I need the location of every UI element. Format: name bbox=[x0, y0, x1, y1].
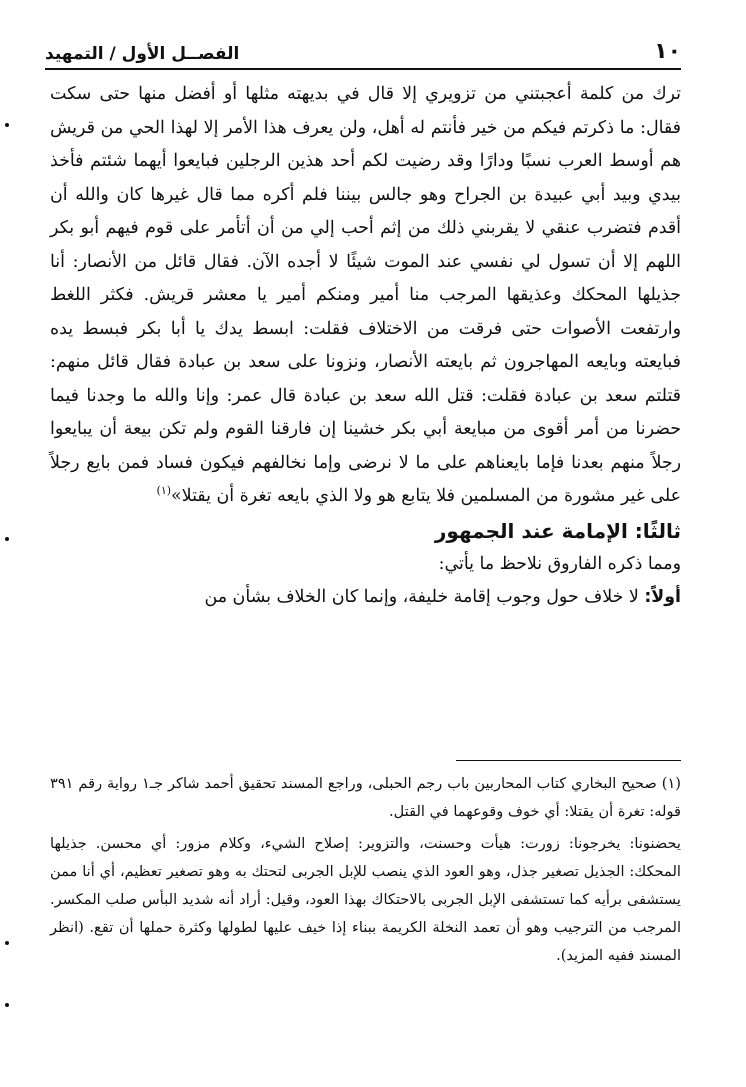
point-first-lead: أولاً: bbox=[644, 587, 681, 607]
footnote-reference[interactable]: (١) bbox=[156, 484, 172, 498]
section-heading: ثالثًا: الإمامة عند الجمهور bbox=[434, 518, 681, 543]
footnotes bbox=[50, 770, 681, 970]
margin-mark bbox=[5, 1003, 9, 1007]
running-title: الفصــل الأول / التمهيد bbox=[45, 44, 240, 64]
page-header bbox=[45, 28, 681, 70]
point-first-text: لا خلاف حول وجوب إقامة خليفة، وإنما كان الخلاف بشأن من bbox=[204, 587, 645, 607]
margin-mark bbox=[5, 941, 9, 945]
margin-mark bbox=[5, 537, 9, 541]
quoted-narration: ترك من كلمة أعجبتني من تزويري إلا قال في بديهته مثلها أو أفضل منها حتى سكت فقال: ما ذكرتم فيكم من خير فأنتم له أهل، ولن يعرف هذا الأمر إلا لهذا الحي من قريش هم أوسط العرب نسبًا ودارًا وقد رضيت لكم أحد هذين الرجلين فبايعوا أيهما شئتم فأخذ بيدي وبيد أبي عبيدة بن الجراح وهو جالس بيننا فلم أكره مما قال غيرها كان والله أن أقدم فتضرب عنقي لا يقربني ذلك من إثم أحب إلي من أن أتأمر على قوم فيهم أبو بكر اللهم إلا أن تسول لي نفسي عند الموت شيئًا لا أجده الآن. فقال قائل من الأنصار: أنا جذيلها المحكك وعذيقها المرجب منا أمير ومنكم أمير يا معشر قريش. فكثر اللغط وارتفعت الأصوات حتى فرقت من الاختلاف فقلت: ابسط يدك يا أبا بكر فبسط يده فبايعته وبايعه المهاجرون ثم بايعته الأنصار، ونزونا على سعد بن عبادة فقال قائل منهم: قتلتم سعد بن عبادة فقلت: قتل الله سعد بن عبادة قال عمر: وإنا والله ما وجدنا فيما حضرنا من أمر أقوى من مبايعة أبي بكر خشينا إن فارقنا القوم ولم تكن بيعة أن يبايعوا رجلاً منهم بعدنا فإما بايعناهم على ما لا نرضى وإما نخالفهم فيكون فساد فمن بايع رجلاً على غير مشورة من المسلمين فلا يتابع هو ولا الذي بايعه تغرة أن يقتلا» bbox=[50, 84, 681, 506]
body-paragraph-intro: ومما ذكره الفاروق نلاحظ ما يأتي: bbox=[438, 553, 681, 574]
footnote-separator bbox=[456, 760, 681, 761]
main-text bbox=[50, 78, 681, 615]
body-paragraph bbox=[50, 78, 681, 514]
footnote-1: (١) صحيح البخاري كتاب المحاربين باب رجم الحبلى، وراجع المسند تحقيق أحمد شاكر جـ١ رواية رقم ٣٩١ قوله: تغرة أن يقتلا: أي خوف وقوعهما في القتل. bbox=[50, 775, 681, 820]
margin-mark bbox=[5, 123, 9, 127]
page-number: ١٠ bbox=[654, 39, 681, 64]
footnote-1-glossary: يحضنونا: يخرجونا: زورت: هيأت وحسنت، والتزوير: إصلاح الشيء، وكلام مزور: أي محسن. جذيلها المحكك: الجذيل تصغير جذل، وهو العود الذي ينصب للإبل الجربى لتحتك به وهو تصغير تعظيم، أي أنا ممن يستشفى برأيه كما تستشفى الإبل الجربى بالاحتكاك بهذا العود، وقيل: أراد أنه شديد البأس صلب المكسر. المرجب من الترجيب وهو أن تعمد النخلة الكريمة ببناء إذا خيف عليها لطولها وكثرة حملها أن تقع. (انظر المسند ففيه المزيد). bbox=[50, 835, 681, 964]
point-first bbox=[50, 581, 681, 615]
